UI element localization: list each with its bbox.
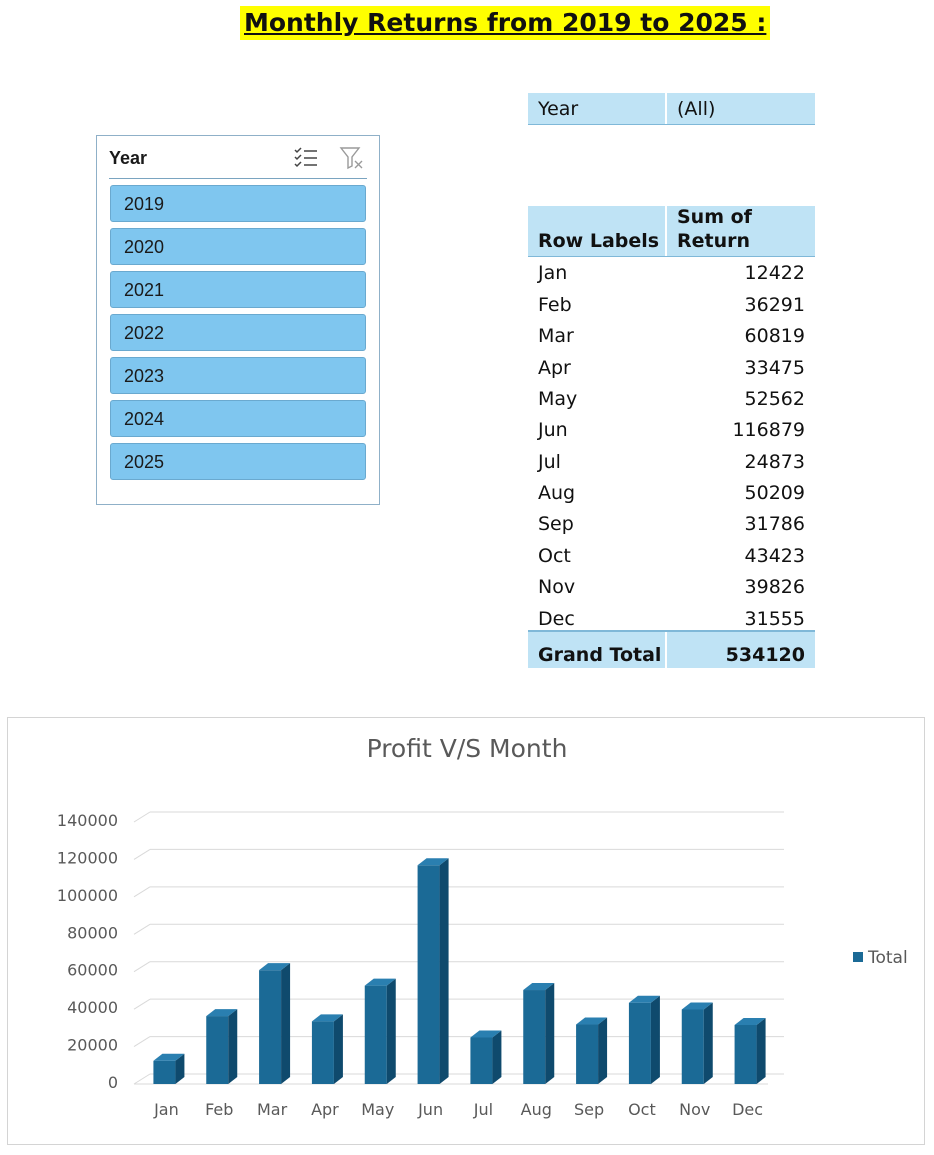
slicer-item-2019[interactable]: 2019 [110,185,366,222]
grand-total-value: 534120 [725,644,805,666]
pivot-row-label: Nov [538,576,576,598]
y-tick-label: 120000 [56,848,118,868]
value-header-line1: Sum of [677,206,752,228]
bar-oct [629,1003,651,1084]
slicer-item-2024[interactable]: 2024 [110,400,366,437]
bar-side-sep [598,1018,607,1084]
bar-nov [682,1009,704,1084]
gridline [134,962,150,972]
y-tick-label: 20000 [67,1035,118,1055]
pivot-row-label: Oct [538,545,571,567]
chart-legend [853,948,908,968]
bar-mar [259,970,281,1084]
pivot-row-label: Apr [538,357,571,379]
pivot-row-label: Jun [538,419,568,441]
gridline [134,1074,150,1084]
row-labels-header[interactable]: Row Labels [538,230,660,252]
pivot-row-label: Aug [538,482,576,504]
bar-dec [735,1025,757,1084]
x-tick-label: Sep [574,1100,605,1119]
bar-side-oct [651,996,660,1084]
bar-feb [206,1016,228,1084]
bar-jan [153,1061,175,1084]
y-tick-label: 80000 [67,923,118,943]
gridline [134,999,150,1009]
gridline [134,1037,150,1047]
bar-apr [312,1021,334,1084]
pivot-row-value: 60819 [744,325,805,347]
y-tick-label: 40000 [67,998,118,1018]
bar-side-mar [281,963,290,1084]
pivot-row-label: Feb [538,294,572,316]
bar-side-may [387,979,396,1084]
gridline [134,849,150,859]
x-tick-label: Dec [732,1100,764,1119]
y-tick-label: 140000 [56,811,118,830]
x-tick-label: Apr [311,1100,339,1119]
pivot-row-label: Dec [538,608,575,630]
pivot-filter-label: Year [538,98,579,120]
gridline [134,812,150,822]
pivot-filter-dropdown[interactable]: (All) [677,98,716,120]
pivot-row-value: 43423 [744,545,805,567]
x-tick-label: Mar [256,1100,288,1119]
x-tick-label: Aug [520,1100,552,1119]
bar-may [365,986,387,1084]
bar-side-jun [440,858,449,1084]
pivot-row-value: 36291 [744,294,805,316]
pivot-row-value: 12422 [744,262,805,284]
bar-side-feb [228,1009,237,1084]
pivot-row-value: 31786 [744,513,805,535]
bar-side-jul [492,1030,501,1084]
x-tick-label: Feb [205,1100,234,1119]
bar-aug [523,990,545,1084]
gridline [134,924,150,934]
x-tick-label: Jun [418,1100,444,1119]
value-header-line2: Return [677,230,751,252]
pivot-row-label: Mar [538,325,574,347]
pivot-row-label: Sep [538,513,574,535]
pivot-row-value: 116879 [732,419,805,441]
bar-side-apr [334,1014,343,1084]
pivot-row-value: 31555 [744,608,805,630]
slicer-item-2022[interactable]: 2022 [110,314,366,351]
x-tick-label: Nov [679,1100,711,1119]
x-tick-label: Oct [628,1100,656,1119]
pivot-row-value: 52562 [744,388,805,410]
pivot-row-value: 24873 [744,451,805,473]
y-tick-label: 60000 [67,960,118,980]
pivot-row-label: Jan [538,262,568,284]
bar-side-dec [757,1018,766,1084]
y-tick-label: 0 [107,1073,118,1092]
page-title: Monthly Returns from 2019 to 2025 : [240,6,770,40]
x-tick-label: Jan [154,1100,179,1119]
bar-side-aug [545,983,554,1084]
pivot-row-value: 39826 [744,576,805,598]
slicer-item-2020[interactable]: 2020 [110,228,366,265]
legend-label: Total [868,948,908,968]
pivot-row-label: May [538,388,578,410]
gridline [134,887,150,897]
x-tick-label: May [361,1100,395,1119]
grand-total-label: Grand Total [538,644,662,666]
pivot-row-value: 50209 [744,482,805,504]
pivot-row-value: 33475 [744,357,805,379]
bar-jul [470,1037,492,1084]
slicer-item-2021[interactable]: 2021 [110,271,366,308]
slicer-item-2025[interactable]: 2025 [110,443,366,480]
x-tick-label: Jul [473,1100,494,1119]
y-tick-label: 100000 [56,885,118,905]
slicer-title: Year [109,148,148,168]
bar-side-nov [704,1002,713,1084]
bar-jun [418,865,440,1084]
bar-sep [576,1025,598,1084]
legend-swatch [853,952,863,962]
pivot-row-label: Jul [538,451,561,473]
chart-title: Profit V/S Month [366,734,568,763]
slicer-item-2023[interactable]: 2023 [110,357,366,394]
